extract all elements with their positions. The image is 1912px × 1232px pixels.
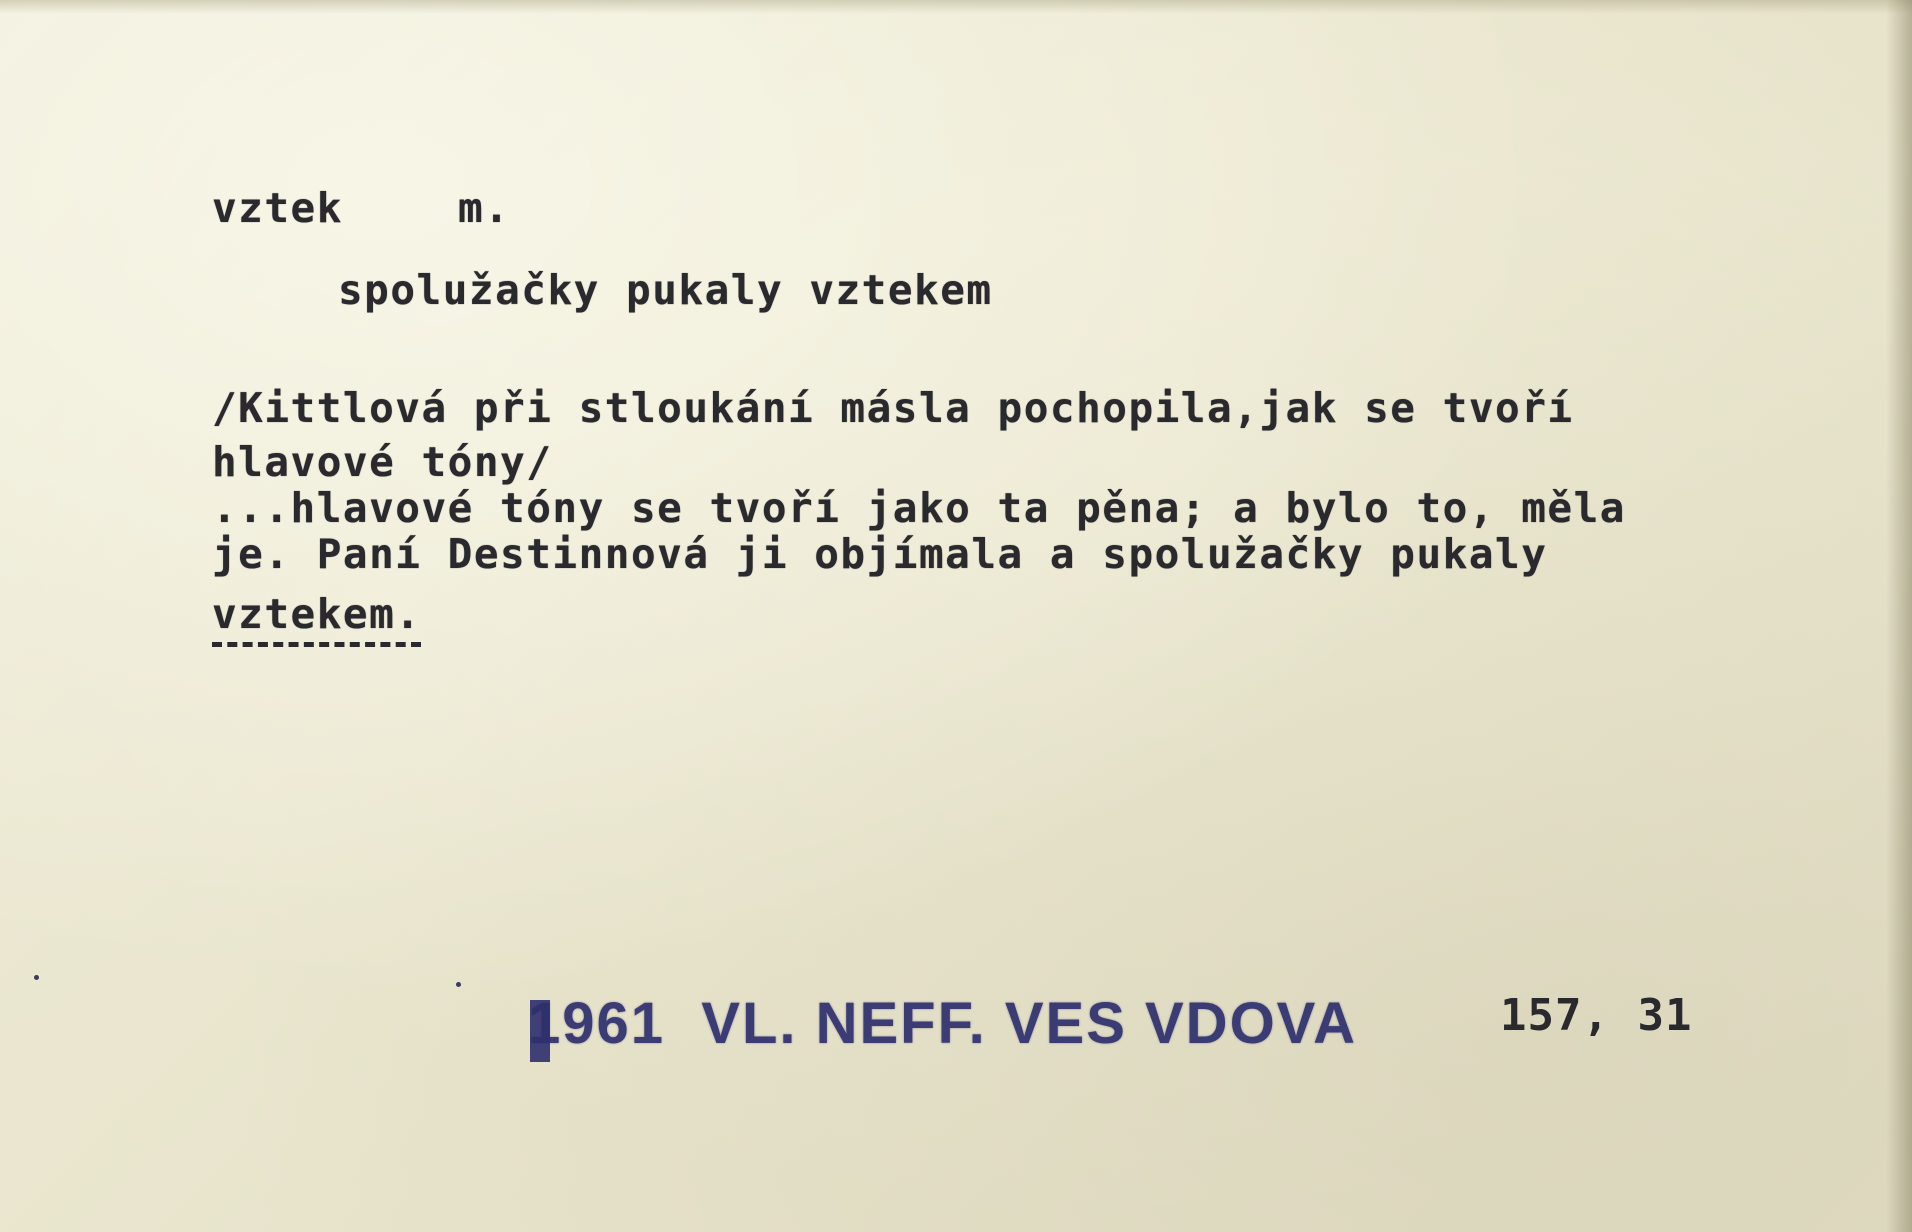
ink-speck	[456, 982, 461, 987]
source-stamp: 1961 VL. NEFF. VES VDOVA	[528, 991, 1357, 1056]
example-phrase: spolužačky pukaly vztekem	[338, 266, 993, 314]
page-reference: 157, 31	[1500, 990, 1693, 1041]
quote-line-1: /Kittlová při stloukání másla pochopila,jak se tvoří	[212, 384, 1574, 432]
card-right-edge	[1886, 0, 1912, 1232]
card-top-edge	[0, 0, 1912, 14]
quote-line-4: je. Paní Destinnová ji objímala a spolužačky pukaly	[212, 530, 1548, 578]
quote-line-3: ...hlavové tóny se tvoří jako ta pěna; a bylo to, měla	[212, 484, 1626, 532]
headword: vztek	[212, 184, 343, 232]
quote-line-2: hlavové tóny/	[212, 438, 553, 486]
underlined-headword-occurrence: vztekem.	[212, 590, 421, 647]
ink-speck	[34, 975, 39, 980]
grammatical-gender: m.	[458, 184, 511, 232]
quote-line-5	[212, 592, 421, 636]
